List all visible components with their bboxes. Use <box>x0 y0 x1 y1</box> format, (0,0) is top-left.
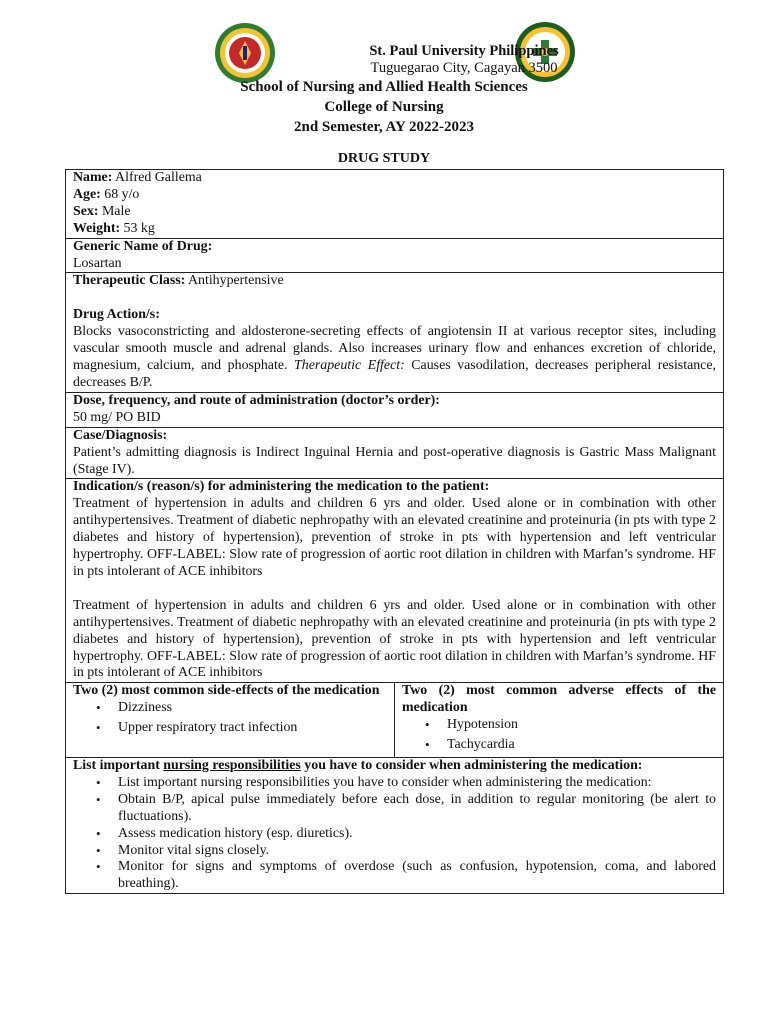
name-value: Alfred Gallema <box>112 170 202 185</box>
responsibilities-list <box>73 775 716 893</box>
therapeutic-class-row <box>66 273 724 392</box>
drug-action-body: Blocks vasoconstricting and aldosterone-secreting effects of angiotensin II at various receptor sites, including vascular smooth muscle and adrenal glands. Also increases urinary flow and enhances excretion of chloride, magnesium, calcium, and phosphate. <box>73 324 716 374</box>
adverse-effects-list <box>402 717 716 754</box>
sex-value: Male <box>98 203 131 219</box>
weight-value: 53 kg <box>120 220 155 236</box>
therapeutic-class-value: Antihypertensive <box>185 273 284 289</box>
dose-row <box>66 392 724 427</box>
dose-value: 50 mg/ PO BID <box>73 409 161 425</box>
sex-label: Sex: <box>73 203 99 219</box>
list-item: • Hypotension <box>447 717 716 734</box>
dose-label: Dose, frequency, and route of administration (doctor’s order): <box>73 392 440 408</box>
side-effects-label: Two (2) most common side-effects of the medication <box>73 683 380 699</box>
patient-info-row <box>66 170 724 239</box>
adverse-effects-label: Two (2) most common adverse effects of the medication <box>402 683 716 716</box>
generic-name-value: Losartan <box>73 255 122 271</box>
indication-paragraph-1: Treatment of hypertension in adults and children 6 yrs and older. Used alone or in combination with other antihypertensives. Treatment of diabetic nephropathy with an elevated creatinine and proteinuria (in pts with type 2 diabetes and history of hypertension), prevention of stroke in pts with hypertension and left ventricular hypertrophy. OFF-LABEL: Slow rate of progression of aortic root dilation in children with Marfan’s syndrome. HF in pts intolerant of ACE inhibitors <box>73 496 716 579</box>
effects-row <box>66 683 724 758</box>
patient-name <box>73 170 716 187</box>
list-item: • List important nursing responsibilities you have to consider when administering the medication: <box>118 775 716 792</box>
therapeutic-class-label: Therapeutic Class: <box>73 273 186 289</box>
weight-label: Weight: <box>73 220 121 236</box>
document-header <box>0 20 768 138</box>
responsibilities-label-underlined: nursing responsibilities <box>163 758 301 773</box>
patient-sex <box>73 204 716 221</box>
side-effects-list <box>73 700 387 737</box>
diagnosis-label: Case/Diagnosis: <box>73 427 168 443</box>
list-item: • Obtain B/P, apical pulse immediately before each dose, in addition to regular monitoring (be alert to fluctuations). <box>118 792 716 826</box>
semester-label: 2nd Semester, AY 2022-2023 <box>293 119 474 135</box>
list-item: • Monitor vital signs closely. <box>118 843 716 860</box>
drug-action-label: Drug Action/s: <box>73 307 160 323</box>
side-effects-cell <box>66 683 395 758</box>
list-item: • Assess medication history (esp. diuretics). <box>118 826 716 843</box>
indication-row <box>66 479 724 683</box>
university-address: Tuguegarao City, Cagayan 3500 <box>370 60 558 76</box>
diagnosis-value: Patient’s admitting diagnosis is Indirect Inguinal Hernia and post-operative diagnosis is Gastric Mass Malignant (Stage IV). <box>73 444 716 477</box>
list-item: • Dizziness <box>118 700 387 717</box>
indication-label: Indication/s (reason/s) for administering the medication to the patient: <box>73 479 490 495</box>
university-name: St. Paul University Philippines <box>369 43 559 59</box>
adverse-effects-cell <box>395 683 724 758</box>
therapeutic-effect-label: Therapeutic Effect: <box>294 358 405 374</box>
drug-action-text <box>73 324 716 392</box>
age-label: Age: <box>73 186 101 202</box>
patient-age <box>73 187 716 204</box>
responsibilities-label <box>73 758 716 775</box>
school-name: School of Nursing and Allied Health Sciences <box>240 79 528 95</box>
name-label: Name: <box>73 170 113 185</box>
indication-paragraph-2: Treatment of hypertension in adults and children 6 yrs and older. Used alone or in combination with other antihypertensives. Treatment of diabetic nephropathy with an elevated creatinine and proteinuria (in pts with type 2 diabetes and history of hypertension), prevention of stroke in pts with hypertension and left ventricular hypertrophy. OFF-LABEL: Slow rate of progression of aortic root dilation in children with Marfan’s syndrome. HF in pts intolerant of ACE inhibitors <box>73 597 716 681</box>
responsibilities-row <box>66 758 724 894</box>
list-item: • Tachycardia <box>447 737 716 754</box>
generic-name-row <box>66 238 724 273</box>
therapeutic-class <box>73 273 716 290</box>
generic-name-label: Generic Name of Drug: <box>73 238 213 254</box>
responsibilities-label-post: you have to consider when administering the medication: <box>300 758 643 773</box>
college-name: College of Nursing <box>324 99 444 115</box>
patient-weight <box>73 221 716 238</box>
drug-study-table <box>65 169 724 894</box>
therapeutic-effect-text: Causes vasodilation, decreases peripheral resistance, decreases B/P. <box>73 358 716 390</box>
list-item: • Monitor for signs and symptoms of overdose (such as confusion, hypotension, coma, and labored breathing). <box>118 859 716 893</box>
diagnosis-row <box>66 427 724 479</box>
list-item: • Upper respiratory tract infection <box>118 720 387 737</box>
responsibilities-label-pre: List important <box>73 758 164 773</box>
document-title: DRUG STUDY <box>337 151 431 166</box>
age-value: 68 y/o <box>100 186 140 202</box>
